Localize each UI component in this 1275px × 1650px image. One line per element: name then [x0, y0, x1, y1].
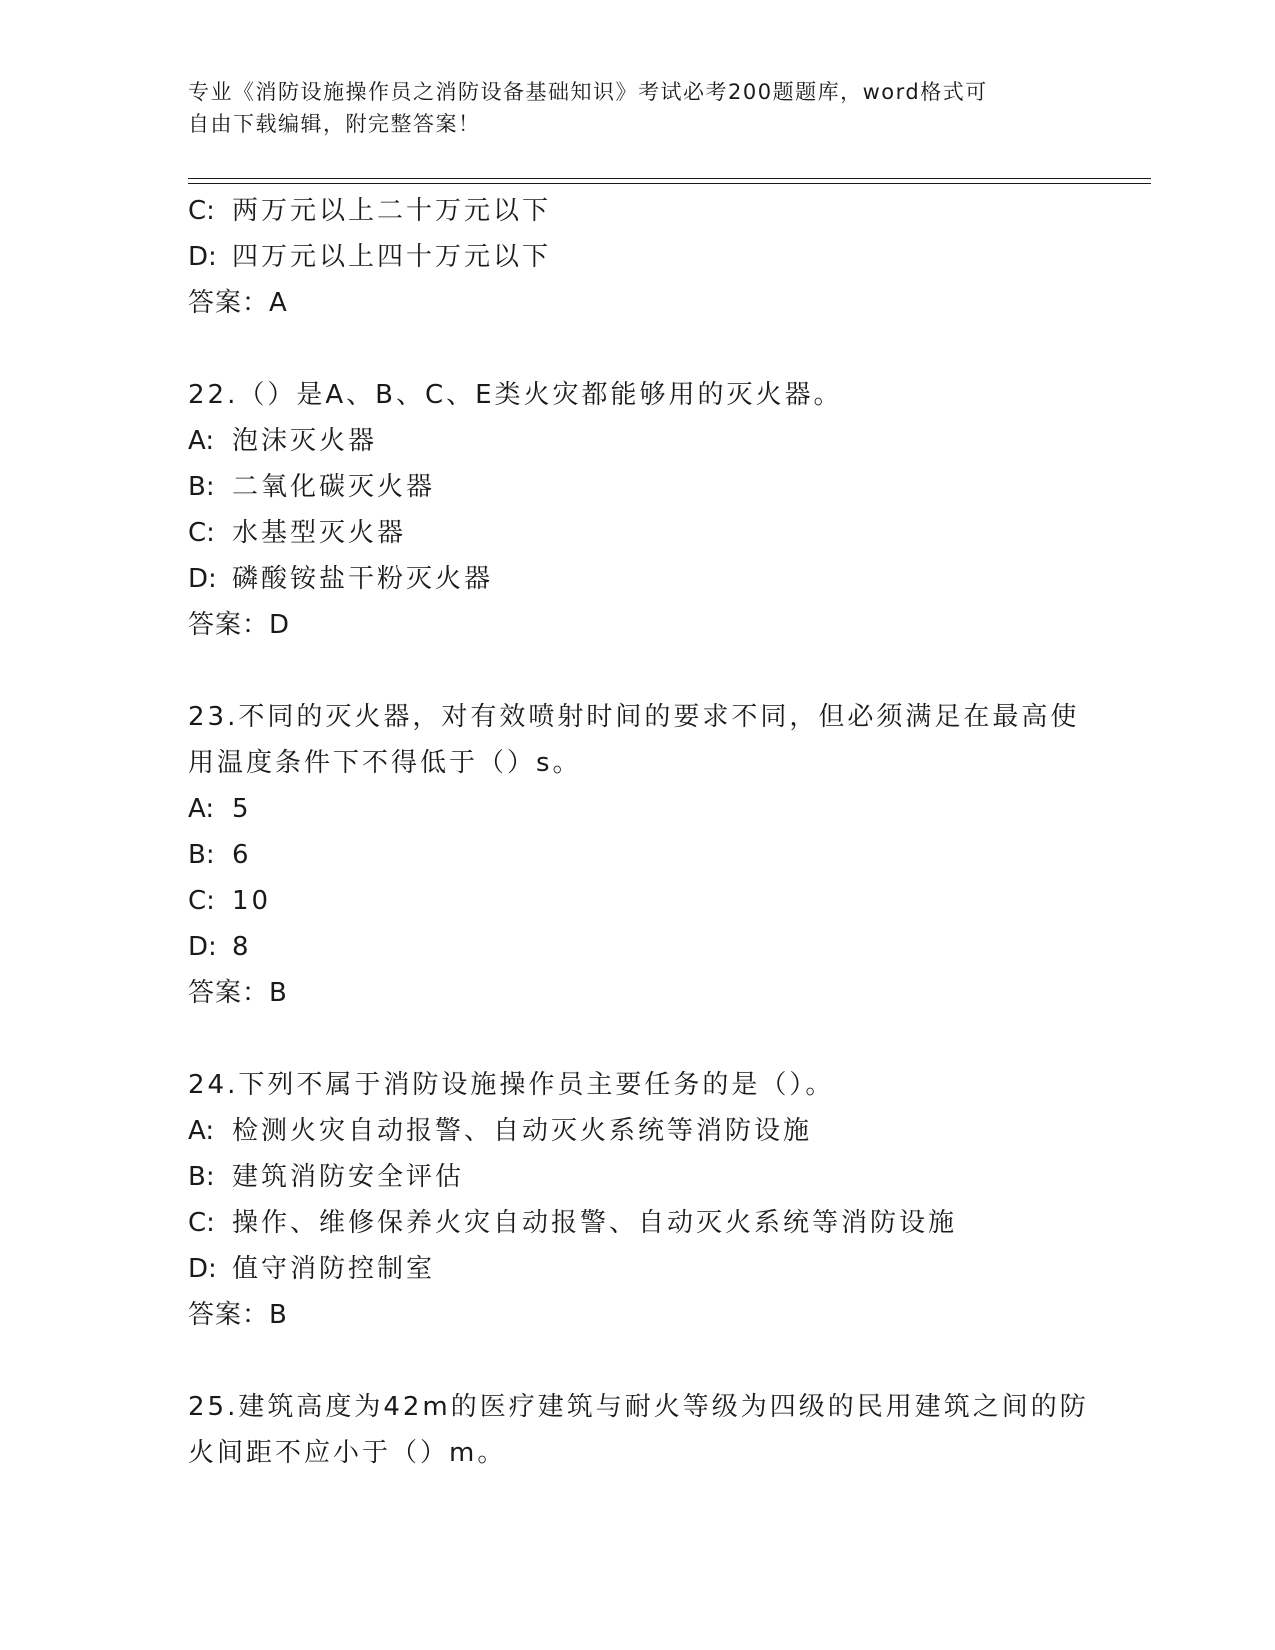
option-row	[188, 1154, 1088, 1200]
option-text: 泡沫灭火器	[232, 426, 378, 456]
option-text: 10	[232, 886, 272, 916]
spacer	[188, 648, 1088, 694]
answer-line: 答案：A	[188, 288, 288, 318]
option-text: 8	[232, 932, 252, 962]
option-key: C:	[188, 1208, 215, 1238]
option-text: 5	[232, 794, 252, 824]
spacer	[188, 1016, 1088, 1062]
option-key: D:	[188, 932, 217, 962]
option-key: A:	[188, 794, 215, 824]
option-text: 检测火灾自动报警、自动灭火系统等消防设施	[232, 1116, 813, 1146]
question-stem: 23.不同的灭火器，对有效喷射时间的要求不同，但必须满足在最高使	[188, 702, 1080, 732]
option-key: C:	[188, 196, 215, 226]
question-24	[188, 1062, 1088, 1338]
option-row	[188, 556, 1088, 602]
header-divider-top	[188, 178, 1151, 179]
option-row	[188, 832, 1088, 878]
option-text: 两万元以上二十万元以下	[232, 196, 552, 226]
option-text: 建筑消防安全评估	[232, 1162, 465, 1192]
question-stem: 22.（）是A、B、C、E类火灾都能够用的灭火器。	[188, 380, 843, 410]
header-divider-bottom	[188, 183, 1151, 184]
option-key: C:	[188, 886, 215, 916]
option-text: 6	[232, 840, 252, 870]
question-stem: 25.建筑高度为42m的医疗建筑与耐火等级为四级的民用建筑之间的防	[188, 1392, 1089, 1422]
question-22	[188, 372, 1088, 648]
option-key: A:	[188, 1116, 215, 1146]
option-text: 二氧化碳灭火器	[232, 472, 436, 502]
answer-line: 答案：B	[188, 1300, 288, 1330]
answer-line: 答案：B	[188, 978, 288, 1008]
option-key: B:	[188, 472, 215, 502]
question-stem-continued: 火间距不应小于（）m。	[188, 1438, 507, 1468]
option-key: D:	[188, 242, 217, 272]
option-row	[188, 188, 1088, 234]
answer-line: 答案：D	[188, 610, 291, 640]
option-key: B:	[188, 840, 215, 870]
option-row	[188, 234, 1088, 280]
header-line-1: 专业《消防设施操作员之消防设备基础知识》考试必考200题题库，word格式可	[188, 80, 988, 104]
partial-question	[188, 188, 1088, 326]
option-text: 操作、维修保养火灾自动报警、自动灭火系统等消防设施	[232, 1208, 958, 1238]
question-list	[188, 188, 1088, 1476]
option-row	[188, 1108, 1088, 1154]
option-text: 水基型灭火器	[232, 518, 407, 548]
option-key: A:	[188, 426, 215, 456]
option-key: C:	[188, 518, 215, 548]
option-key: D:	[188, 1254, 217, 1284]
option-row	[188, 924, 1088, 970]
option-text: 四万元以上四十万元以下	[232, 242, 552, 272]
option-key: D:	[188, 564, 217, 594]
option-key: B:	[188, 1162, 215, 1192]
question-25	[188, 1384, 1088, 1476]
document-header	[188, 76, 1068, 140]
question-stem: 24.下列不属于消防设施操作员主要任务的是（）。	[188, 1070, 835, 1100]
option-row	[188, 1200, 1088, 1246]
spacer	[188, 326, 1088, 372]
header-line-2: 自由下载编辑，附完整答案！	[188, 112, 481, 136]
option-row	[188, 464, 1088, 510]
option-row	[188, 510, 1088, 556]
option-row	[188, 418, 1088, 464]
question-stem-continued: 用温度条件下不得低于（）s。	[188, 748, 582, 778]
option-text: 值守消防控制室	[232, 1254, 436, 1284]
spacer	[188, 1338, 1088, 1384]
option-text: 磷酸铵盐干粉灭火器	[232, 564, 494, 594]
option-row	[188, 878, 1088, 924]
option-row	[188, 1246, 1088, 1292]
question-23	[188, 694, 1088, 1016]
option-row	[188, 786, 1088, 832]
